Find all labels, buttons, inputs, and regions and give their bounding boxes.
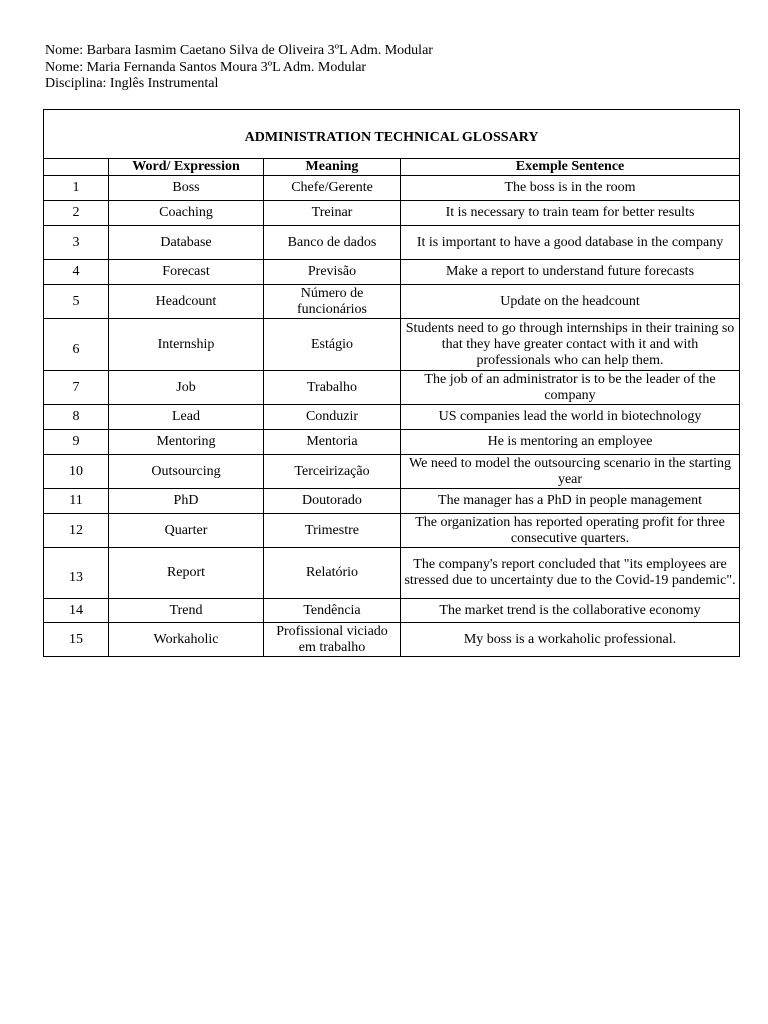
column-header-word: Word/ Expression [109,159,264,176]
table-row [44,319,740,371]
table-row [44,201,740,226]
row-word: Mentoring [109,430,264,455]
row-number: 1 [44,176,109,201]
glossary-title: ADMINISTRATION TECHNICAL GLOSSARY [44,110,740,159]
student-name-1: Nome: Barbara Iasmim Caetano Silva de Oliveira 3ºL Adm. Modular [45,43,433,58]
row-sentence: US companies lead the world in biotechnology [401,405,740,430]
row-number: 12 [44,514,109,548]
row-number: 10 [44,455,109,489]
glossary-table [43,109,740,657]
subject-line: Disciplina: Inglês Instrumental [45,76,219,91]
row-sentence: He is mentoring an employee [401,430,740,455]
row-meaning: Previsão [264,260,401,285]
row-word: Outsourcing [109,455,264,489]
column-header-meaning: Meaning [264,159,401,176]
row-sentence: Make a report to understand future forecasts [401,260,740,285]
row-number: 11 [44,489,109,514]
student-name-2: Nome: Maria Fernanda Santos Moura 3ºL Adm. Modular [45,59,367,75]
table-row [44,226,740,260]
row-word: Headcount [109,285,264,319]
row-meaning: Chefe/Gerente [264,176,401,201]
row-number: 14 [44,599,109,623]
row-sentence: The market trend is the collaborative economy [401,599,740,623]
row-number: 13 [44,548,109,599]
table-row [44,489,740,514]
row-number: 9 [44,430,109,455]
row-meaning: Mentoria [264,430,401,455]
row-meaning: Conduzir [264,405,401,430]
row-sentence: It is necessary to train team for better results [401,201,740,226]
row-sentence: We need to model the outsourcing scenario in the starting year [401,455,740,489]
row-sentence: The manager has a PhD in people management [401,489,740,514]
row-number: 6 [44,319,109,371]
row-meaning: Tendência [264,599,401,623]
row-sentence: The organization has reported operating profit for three consecutive quarters. [401,514,740,548]
row-meaning: Trabalho [264,371,401,405]
document-header [45,43,433,93]
row-number: 4 [44,260,109,285]
row-meaning: Profissional viciado em trabalho [264,623,401,657]
table-row [44,405,740,430]
glossary-body [44,176,740,657]
table-row [44,623,740,657]
row-word: Report [109,548,264,599]
table-row [44,548,740,599]
table-row [44,371,740,405]
row-word: Workaholic [109,623,264,657]
row-word: Trend [109,599,264,623]
table-row [44,430,740,455]
row-sentence: The boss is in the room [401,176,740,201]
row-meaning: Número de funcionários [264,285,401,319]
row-sentence: The company's report concluded that "its employees are stressed due to uncertainty due to the Covid-19 pandemic". [401,548,740,599]
row-word: Boss [109,176,264,201]
column-header-sentence: Exemple Sentence [401,159,740,176]
row-word: Job [109,371,264,405]
row-meaning: Treinar [264,201,401,226]
table-row [44,260,740,285]
table-row [44,285,740,319]
row-word: Forecast [109,260,264,285]
table-row [44,455,740,489]
table-row [44,599,740,623]
row-word: PhD [109,489,264,514]
table-row [44,176,740,201]
row-number: 3 [44,226,109,260]
row-meaning: Estágio [264,319,401,371]
row-sentence: Students need to go through internships in their training so that they have greater contact with it and with professionals who can help them. [401,319,740,371]
row-number: 2 [44,201,109,226]
row-meaning: Banco de dados [264,226,401,260]
row-word: Internship [109,319,264,371]
row-sentence: The job of an administrator is to be the leader of the company [401,371,740,405]
row-word: Lead [109,405,264,430]
table-row [44,514,740,548]
row-word: Database [109,226,264,260]
row-number: 7 [44,371,109,405]
row-meaning: Terceirização [264,455,401,489]
row-meaning: Trimestre [264,514,401,548]
row-sentence: It is important to have a good database in the company [401,226,740,260]
row-sentence: My boss is a workaholic professional. [401,623,740,657]
row-meaning: Doutorado [264,489,401,514]
column-header-number [44,159,109,176]
row-word: Coaching [109,201,264,226]
row-meaning: Relatório [264,548,401,599]
row-number: 15 [44,623,109,657]
row-number: 8 [44,405,109,430]
row-number: 5 [44,285,109,319]
column-header-row [44,159,740,176]
row-sentence: Update on the headcount [401,285,740,319]
row-word: Quarter [109,514,264,548]
